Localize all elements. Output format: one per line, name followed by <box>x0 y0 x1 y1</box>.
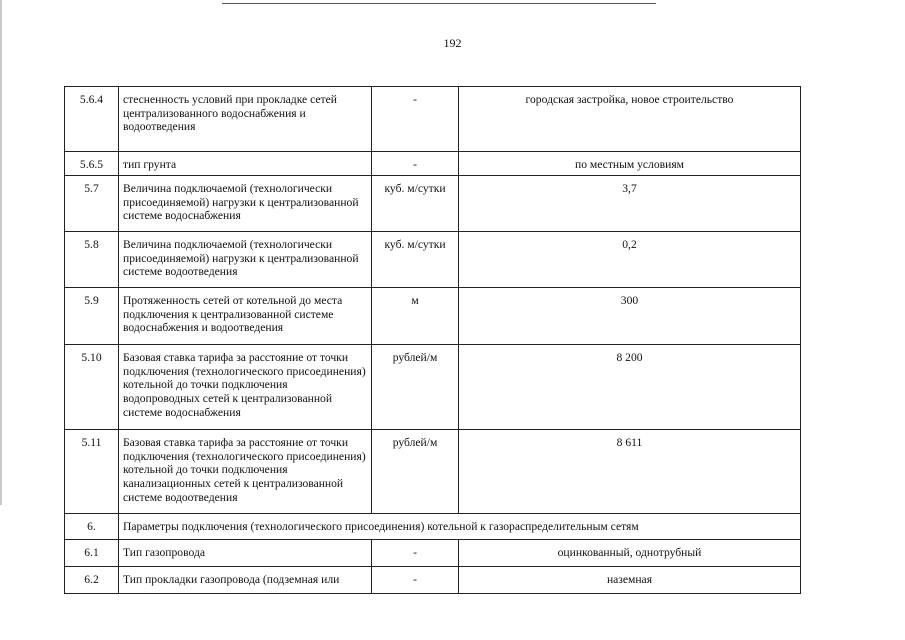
row-description: Величина подключаемой (технологически присоединяемой) нагрузки к централизованной системе водоотведения <box>119 232 372 288</box>
scan-edge <box>0 0 2 505</box>
table-row <box>65 232 801 288</box>
row-value: городская застройка, новое строительство <box>459 87 801 152</box>
table-row <box>65 567 801 594</box>
row-value: наземная <box>459 567 801 594</box>
section-row <box>65 514 801 540</box>
table-row <box>65 430 801 514</box>
row-unit: м <box>372 288 459 345</box>
row-unit: - <box>372 87 459 152</box>
row-description: Тип газопровода <box>119 540 372 567</box>
table-row <box>65 152 801 176</box>
table-row <box>65 345 801 430</box>
parameters-table <box>64 86 801 594</box>
row-value: 8 611 <box>459 430 801 514</box>
table-row <box>65 87 801 152</box>
page-number: 192 <box>443 36 462 50</box>
row-unit: - <box>372 567 459 594</box>
row-unit: - <box>372 540 459 567</box>
row-value: 0,2 <box>459 232 801 288</box>
row-number: 6.2 <box>65 567 119 594</box>
table-row <box>65 540 801 567</box>
row-value: по местным условиям <box>459 152 801 176</box>
row-value: оцинкованный, однотрубный <box>459 540 801 567</box>
row-number: 5.10 <box>65 345 119 430</box>
row-description: Базовая ставка тарифа за расстояние от точки подключения (технологического присоединения) котельной до точки подключения водопроводных сетей к централизованной системе водоснабжения <box>119 345 372 430</box>
table-row <box>65 176 801 232</box>
row-description: Тип прокладки газопровода (подземная или <box>119 567 372 594</box>
row-number: 5.6.4 <box>65 87 119 152</box>
row-unit: куб. м/сутки <box>372 232 459 288</box>
row-description: стесненность условий при прокладке сетей централизованного водоснабжения и водоотведения <box>119 87 372 152</box>
row-value: 8 200 <box>459 345 801 430</box>
row-unit: рублей/м <box>372 430 459 514</box>
table-row <box>65 288 801 345</box>
row-value: 3,7 <box>459 176 801 232</box>
row-number: 5.7 <box>65 176 119 232</box>
row-unit: рублей/м <box>372 345 459 430</box>
row-description: Протяженность сетей от котельной до места подключения к централизованной системе водоснабжения и водоотведения <box>119 288 372 345</box>
row-number: 6.1 <box>65 540 119 567</box>
row-number: 5.8 <box>65 232 119 288</box>
row-unit: - <box>372 152 459 176</box>
row-unit: куб. м/сутки <box>372 176 459 232</box>
row-number: 5.6.5 <box>65 152 119 176</box>
header-rule <box>222 3 656 4</box>
section-title: Параметры подключения (технологического присоединения) котельной к газораспределительным сетям <box>119 514 801 540</box>
section-number: 6. <box>65 514 119 540</box>
row-number: 5.11 <box>65 430 119 514</box>
row-description: Величина подключаемой (технологически присоединяемой) нагрузки к централизованной системе водоснабжения <box>119 176 372 232</box>
row-description: тип грунта <box>119 152 372 176</box>
row-number: 5.9 <box>65 288 119 345</box>
row-description: Базовая ставка тарифа за расстояние от точки подключения (технологического присоединения) котельной до точки подключения канализационных сетей к централизованной системе водоотведения <box>119 430 372 514</box>
row-value: 300 <box>459 288 801 345</box>
